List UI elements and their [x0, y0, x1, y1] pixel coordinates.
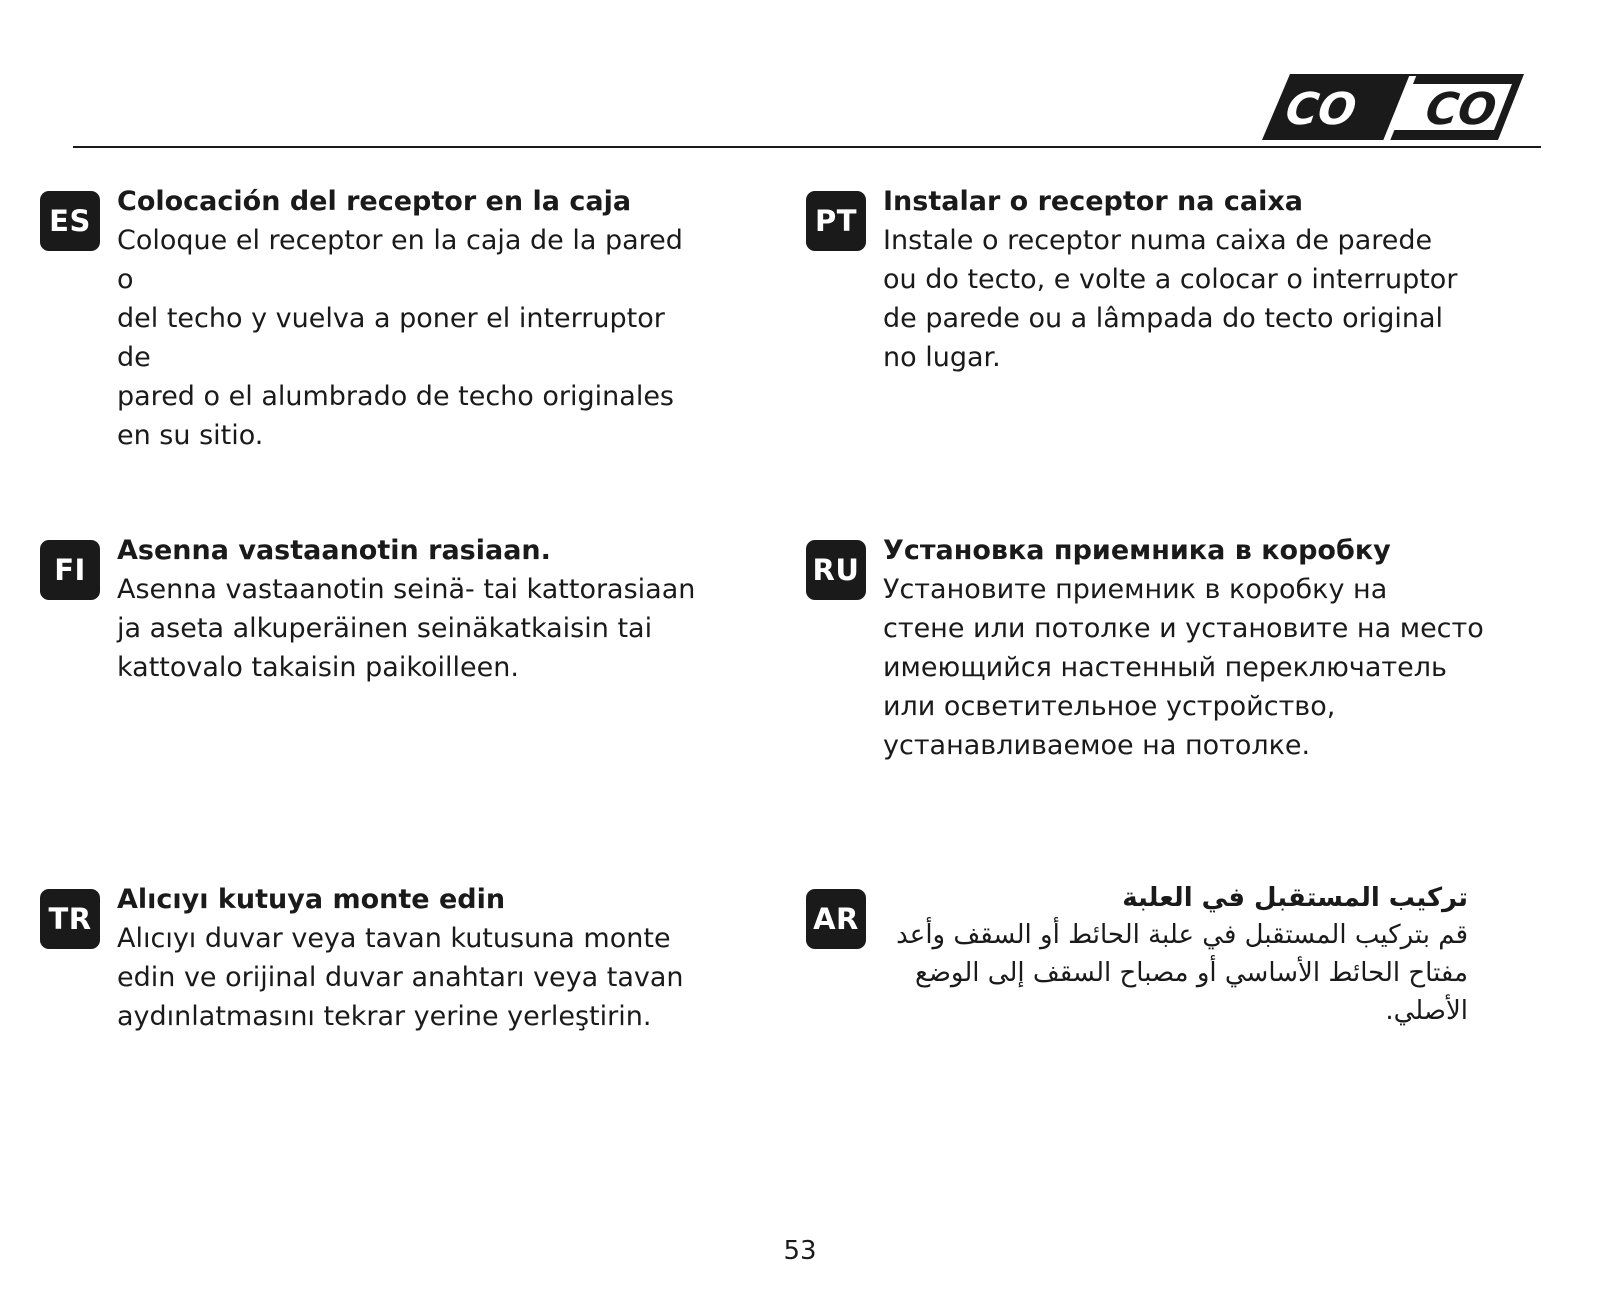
section-content-ru: [883, 531, 1583, 765]
section-title-es: Colocación del receptor en la caja: [117, 186, 632, 217]
section-title-ar: تركيب المستقبل في العلبة: [1122, 883, 1468, 913]
logo-text-right: CO: [1422, 84, 1500, 135]
section-content-fi: [117, 531, 702, 687]
section-body-tr: Alıcıyı duvar veya tavan kutusuna monte edin ve orijinal duvar anahtarı veya tavan aydınlatmasını tekrar yerine yerleştirin.: [117, 923, 684, 1032]
language-badge-fi: FI: [40, 540, 100, 600]
section-body-pt: Instale o receptor numa caixa de parede ou do tecto, e volte a colocar o interruptor de parede ou a lâmpada do tecto original no lugar.: [883, 225, 1458, 373]
section-body-ru: Установите приемник в коробку на стене или потолке и установите на место имеющийся настенный переключатель или осветительное устройство, устанавливаемое на потолке.: [883, 574, 1484, 761]
language-badge-pt: PT: [806, 191, 866, 251]
section-title-ru: Установка приемника в коробку: [883, 535, 1391, 566]
section-body-ar: قم بتركيب المستقبل في علبة الحائط أو السقف وأعد مفتاح الحائط الأساسي أو مصباح السقف إلى الوضع الأصلي.: [896, 920, 1468, 1026]
section-title-fi: Asenna vastaanotin rasiaan.: [117, 535, 551, 566]
section-content-es: [117, 182, 702, 455]
language-badge-es: ES: [40, 191, 100, 251]
section-content-tr: [117, 880, 702, 1036]
header-rule: [73, 146, 1541, 148]
section-content-pt: [883, 182, 1468, 377]
language-badge-tr: TR: [40, 889, 100, 949]
section-body-fi: Asenna vastaanotin seinä- tai kattorasiaan ja aseta alkuperäinen seinäkatkaisin tai kattovalo takaisin paikoilleen.: [117, 574, 696, 683]
section-content-ar: [868, 880, 1468, 1030]
section-body-es: Coloque el receptor en la caja de la pared o del techo y vuelva a poner el interruptor de pared o el alumbrado de techo originales en su sitio.: [117, 225, 683, 451]
section-title-pt: Instalar o receptor na caixa: [883, 186, 1304, 217]
section-title-tr: Alıcıyı kutuya monte edin: [117, 884, 506, 915]
page-number: 53: [783, 1236, 817, 1266]
logo-text-left: CO: [1282, 84, 1360, 135]
coco-logo: [1262, 74, 1524, 140]
language-badge-ar: AR: [806, 889, 866, 949]
language-badge-ru: RU: [806, 540, 866, 600]
